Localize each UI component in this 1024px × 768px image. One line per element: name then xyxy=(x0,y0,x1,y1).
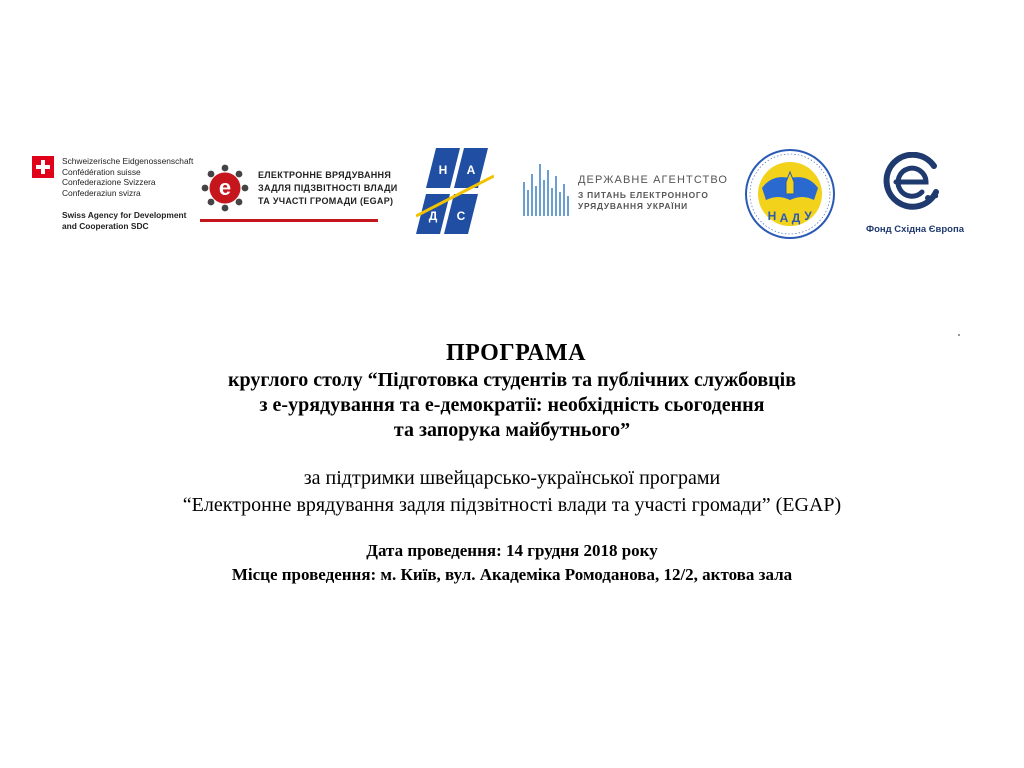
egap-line: ТА УЧАСТІ ГРОМАДИ (EGAP) xyxy=(258,196,394,206)
roundtable-title xyxy=(0,368,1024,443)
nadu-letter: Д xyxy=(791,211,801,225)
nadu-letter: Н xyxy=(767,209,777,223)
swiss-line: Schweizerische Eidgenossenschaft xyxy=(62,156,194,166)
support-line: за підтримки швейцарсько-української програми xyxy=(303,467,721,489)
support-line: “Електронне врядування задля підзвітності влади та участі громади” (EGAP) xyxy=(182,494,842,516)
naas-letter: А xyxy=(466,163,476,177)
naas-letter: Д xyxy=(428,209,438,223)
roundtable-title-line: та запорука майбутнього” xyxy=(393,419,631,441)
event-details xyxy=(0,539,1024,587)
state-agency-logo xyxy=(522,160,727,220)
swiss-line: Confédération suisse xyxy=(62,166,141,177)
nadu-letter: А xyxy=(779,211,789,225)
event-place: Місце проведення: м. Київ, вул. Академіка Ромоданова, 12/2, актова зала xyxy=(231,565,793,584)
state-agency-line3: УРЯДУВАННЯ УКРАЇНИ xyxy=(578,201,689,211)
egap-underline xyxy=(200,219,378,222)
support-statement xyxy=(0,465,1024,519)
roundtable-title-line: з е-урядування та е-демократії: необхідність сьогодення xyxy=(259,394,765,416)
sdc-agency-name xyxy=(62,210,186,231)
state-agency-line2: З ПИТАНЬ ЕЛЕКТРОННОГО xyxy=(578,190,709,200)
eef-symbol-icon xyxy=(882,152,942,212)
stray-dot xyxy=(958,334,960,336)
program-header xyxy=(0,338,1024,587)
egap-line: ЗАДЛЯ ПІДЗВІТНОСТІ ВЛАДИ xyxy=(258,183,398,193)
roundtable-title-line: круглого столу “Підготовка студентів та публічних службовців xyxy=(227,369,797,391)
swiss-flag-icon xyxy=(32,156,54,178)
swiss-line: Confederazione Svizzera xyxy=(62,177,156,187)
eef-name: Фонд Східна Європа xyxy=(865,224,965,235)
logo-strip xyxy=(0,0,1024,280)
svg-text:e: e xyxy=(218,175,232,200)
bar-pattern-icon xyxy=(522,160,572,220)
swiss-names xyxy=(62,156,193,198)
event-date: Дата проведення: 14 грудня 2018 року xyxy=(366,541,658,560)
sdc-line: Swiss Agency for Development xyxy=(62,210,187,220)
egap-text xyxy=(258,169,398,208)
egap-people-circle-icon xyxy=(200,163,250,213)
swiss-line: Confederaziun svizra xyxy=(62,187,141,198)
nadu-logo xyxy=(742,148,838,240)
naas-letter: Н xyxy=(438,163,448,177)
page-title: ПРОГРАМА xyxy=(445,340,587,366)
state-agency-lines xyxy=(578,190,709,212)
naas-letter: С xyxy=(456,209,466,223)
egap-logo xyxy=(200,163,398,225)
east-europe-foundation-logo xyxy=(860,152,970,242)
nadu-letter: У xyxy=(804,209,812,223)
egap-line: ЕЛЕКТРОННЕ ВРЯДУВАННЯ xyxy=(258,170,392,180)
state-agency-line1: ДЕРЖАВНЕ АГЕНТСТВО xyxy=(578,174,729,186)
swiss-sdc-logo xyxy=(32,154,192,234)
sdc-line: and Cooperation SDC xyxy=(62,220,149,231)
naas-logo xyxy=(416,148,494,234)
